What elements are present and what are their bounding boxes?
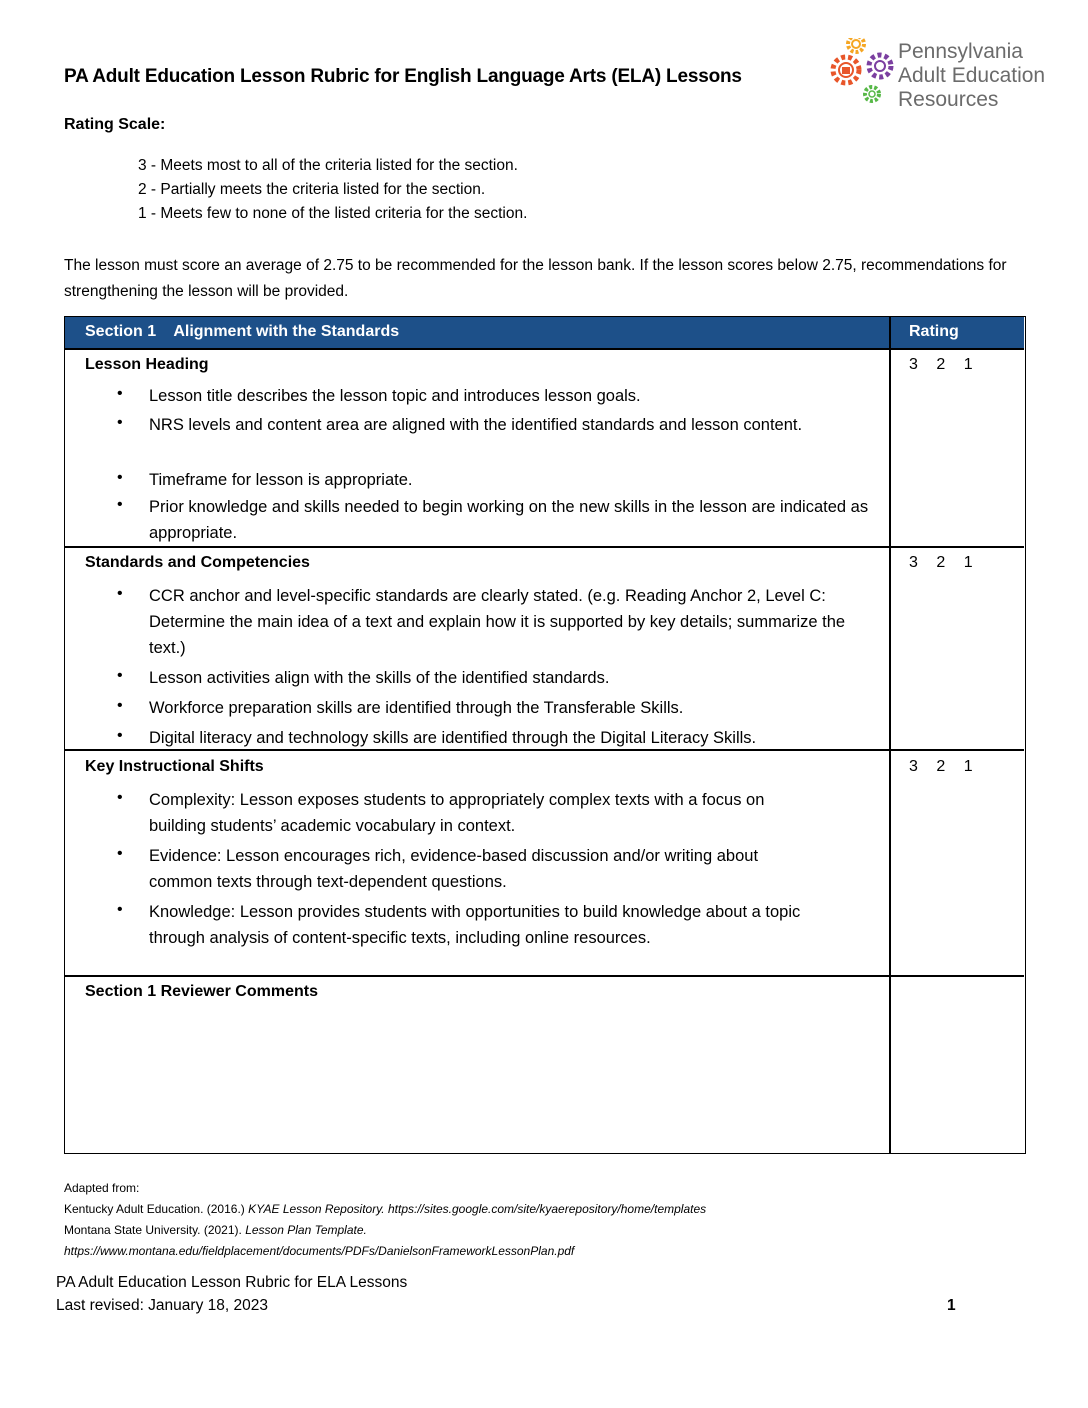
bullet-icon: • bbox=[117, 385, 123, 402]
source-2-link[interactable]: https://www.montana.edu/fieldplacement/documents/PDFs/DanielsonFrameworkLessonPlan.pdf bbox=[64, 1244, 575, 1258]
row-divider bbox=[65, 749, 1024, 751]
section-header: Section 1 Alignment with the Standards bbox=[85, 323, 400, 340]
criterion-bullet: Evidence: Lesson encourages rich, evidence-based discussion and/or writing about common texts through text-dependent questions. bbox=[149, 847, 759, 891]
source-1 bbox=[64, 1199, 706, 1220]
logo-line-1: Pennsylvania bbox=[898, 40, 1023, 63]
footer-title: PA Adult Education Lesson Rubric for ELA Lessons bbox=[56, 1274, 408, 1291]
bullet-icon: • bbox=[117, 585, 123, 602]
source-2-title: Lesson Plan Template. bbox=[245, 1223, 367, 1237]
rating-options: 3 2 1 bbox=[909, 554, 973, 571]
criterion-bullet: Complexity: Lesson exposes students to appropriately complex texts with a focus on building students’ academic vocabulary in context. bbox=[149, 791, 765, 835]
scale-item-2: 2 - Partially meets the criteria listed for the section. bbox=[138, 181, 486, 198]
bullet-icon: • bbox=[117, 469, 123, 486]
criterion-bullet: CCR anchor and level-specific standards are clearly stated. (e.g. Reading Anchor 2, Level C: Determine the main idea of a text and explain how it is supported by key details; summarize the text.) bbox=[149, 587, 846, 657]
bullet-icon: • bbox=[117, 845, 123, 862]
logo-line-3: Resources bbox=[898, 88, 999, 111]
adapted-from-block bbox=[64, 1178, 706, 1262]
bullet-icon: • bbox=[117, 496, 123, 513]
footer-revised-date: Last revised: January 18, 2023 bbox=[56, 1297, 268, 1314]
bullet-icon: • bbox=[117, 901, 123, 918]
source-1-author: Kentucky Adult Education. (2016.) bbox=[64, 1202, 249, 1216]
row-divider bbox=[65, 348, 1024, 350]
row-divider bbox=[65, 975, 1024, 977]
source-2 bbox=[64, 1220, 706, 1241]
criterion-bullet: NRS levels and content area are aligned with the identified standards and lesson content. bbox=[149, 416, 803, 434]
bullet-icon: • bbox=[117, 727, 123, 744]
criterion-bullet: Workforce preparation skills are identified through the Transferable Skills. bbox=[149, 699, 684, 717]
reviewer-comments-title: Section 1 Reviewer Comments bbox=[85, 983, 318, 1000]
source-2-url[interactable] bbox=[64, 1241, 706, 1262]
criterion-bullet: Knowledge: Lesson provides students with opportunities to build knowledge about a topic through analysis of content-specific texts, including online resources. bbox=[149, 903, 801, 947]
adapted-label: Adapted from: bbox=[64, 1181, 140, 1195]
criterion-bullet: Digital literacy and technology skills are identified through the Digital Literacy Skills. bbox=[149, 729, 757, 747]
criterion-title-standards: Standards and Competencies bbox=[85, 554, 310, 571]
logo-line-2: Adult Education bbox=[898, 64, 1046, 87]
bullet-icon: • bbox=[117, 414, 123, 431]
page-number: 1 bbox=[947, 1297, 956, 1314]
rating-options: 3 2 1 bbox=[909, 356, 973, 373]
source-1-link[interactable]: KYAE Lesson Repository. https://sites.google.com/site/kyaerepository/home/templates bbox=[248, 1202, 707, 1216]
criterion-bullet: Timeframe for lesson is appropriate. bbox=[149, 471, 413, 489]
rating-header: Rating bbox=[909, 323, 959, 340]
bullet-icon: • bbox=[117, 789, 123, 806]
bullet-icon: • bbox=[117, 667, 123, 684]
rubric-table bbox=[64, 316, 1026, 1154]
bullet-icon: • bbox=[117, 697, 123, 714]
row-divider bbox=[65, 546, 1024, 548]
logo-text bbox=[898, 40, 1045, 112]
criterion-bullet: Lesson activities align with the skills of the identified standards. bbox=[149, 669, 610, 687]
criterion-title-instructional-shifts: Key Instructional Shifts bbox=[85, 758, 264, 775]
rating-options: 3 2 1 bbox=[909, 758, 973, 775]
scale-item-3: 3 - Meets most to all of the criteria listed for the section. bbox=[138, 157, 518, 174]
document-title: PA Adult Education Lesson Rubric for English Language Arts (ELA) Lessons bbox=[64, 66, 742, 87]
scale-item-1: 1 - Meets few to none of the listed criteria for the section. bbox=[138, 205, 528, 222]
rating-scale-label: Rating Scale: bbox=[64, 116, 166, 133]
criterion-bullet: Lesson title describes the lesson topic and introduces lesson goals. bbox=[149, 387, 641, 405]
intro-paragraph: The lesson must score an average of 2.75 to be recommended for the lesson bank. If the lesson scores below 2.75, recommendations for strengthening the lesson will be provided. bbox=[64, 257, 1007, 300]
criterion-title-lesson-heading: Lesson Heading bbox=[85, 356, 209, 373]
table-header bbox=[65, 317, 1024, 349]
criterion-bullet: Prior knowledge and skills needed to begin working on the new skills in the lesson are indicated as appropriate. bbox=[149, 498, 869, 542]
source-2-author: Montana State University. (2021). bbox=[64, 1223, 246, 1237]
column-divider bbox=[889, 317, 891, 1153]
